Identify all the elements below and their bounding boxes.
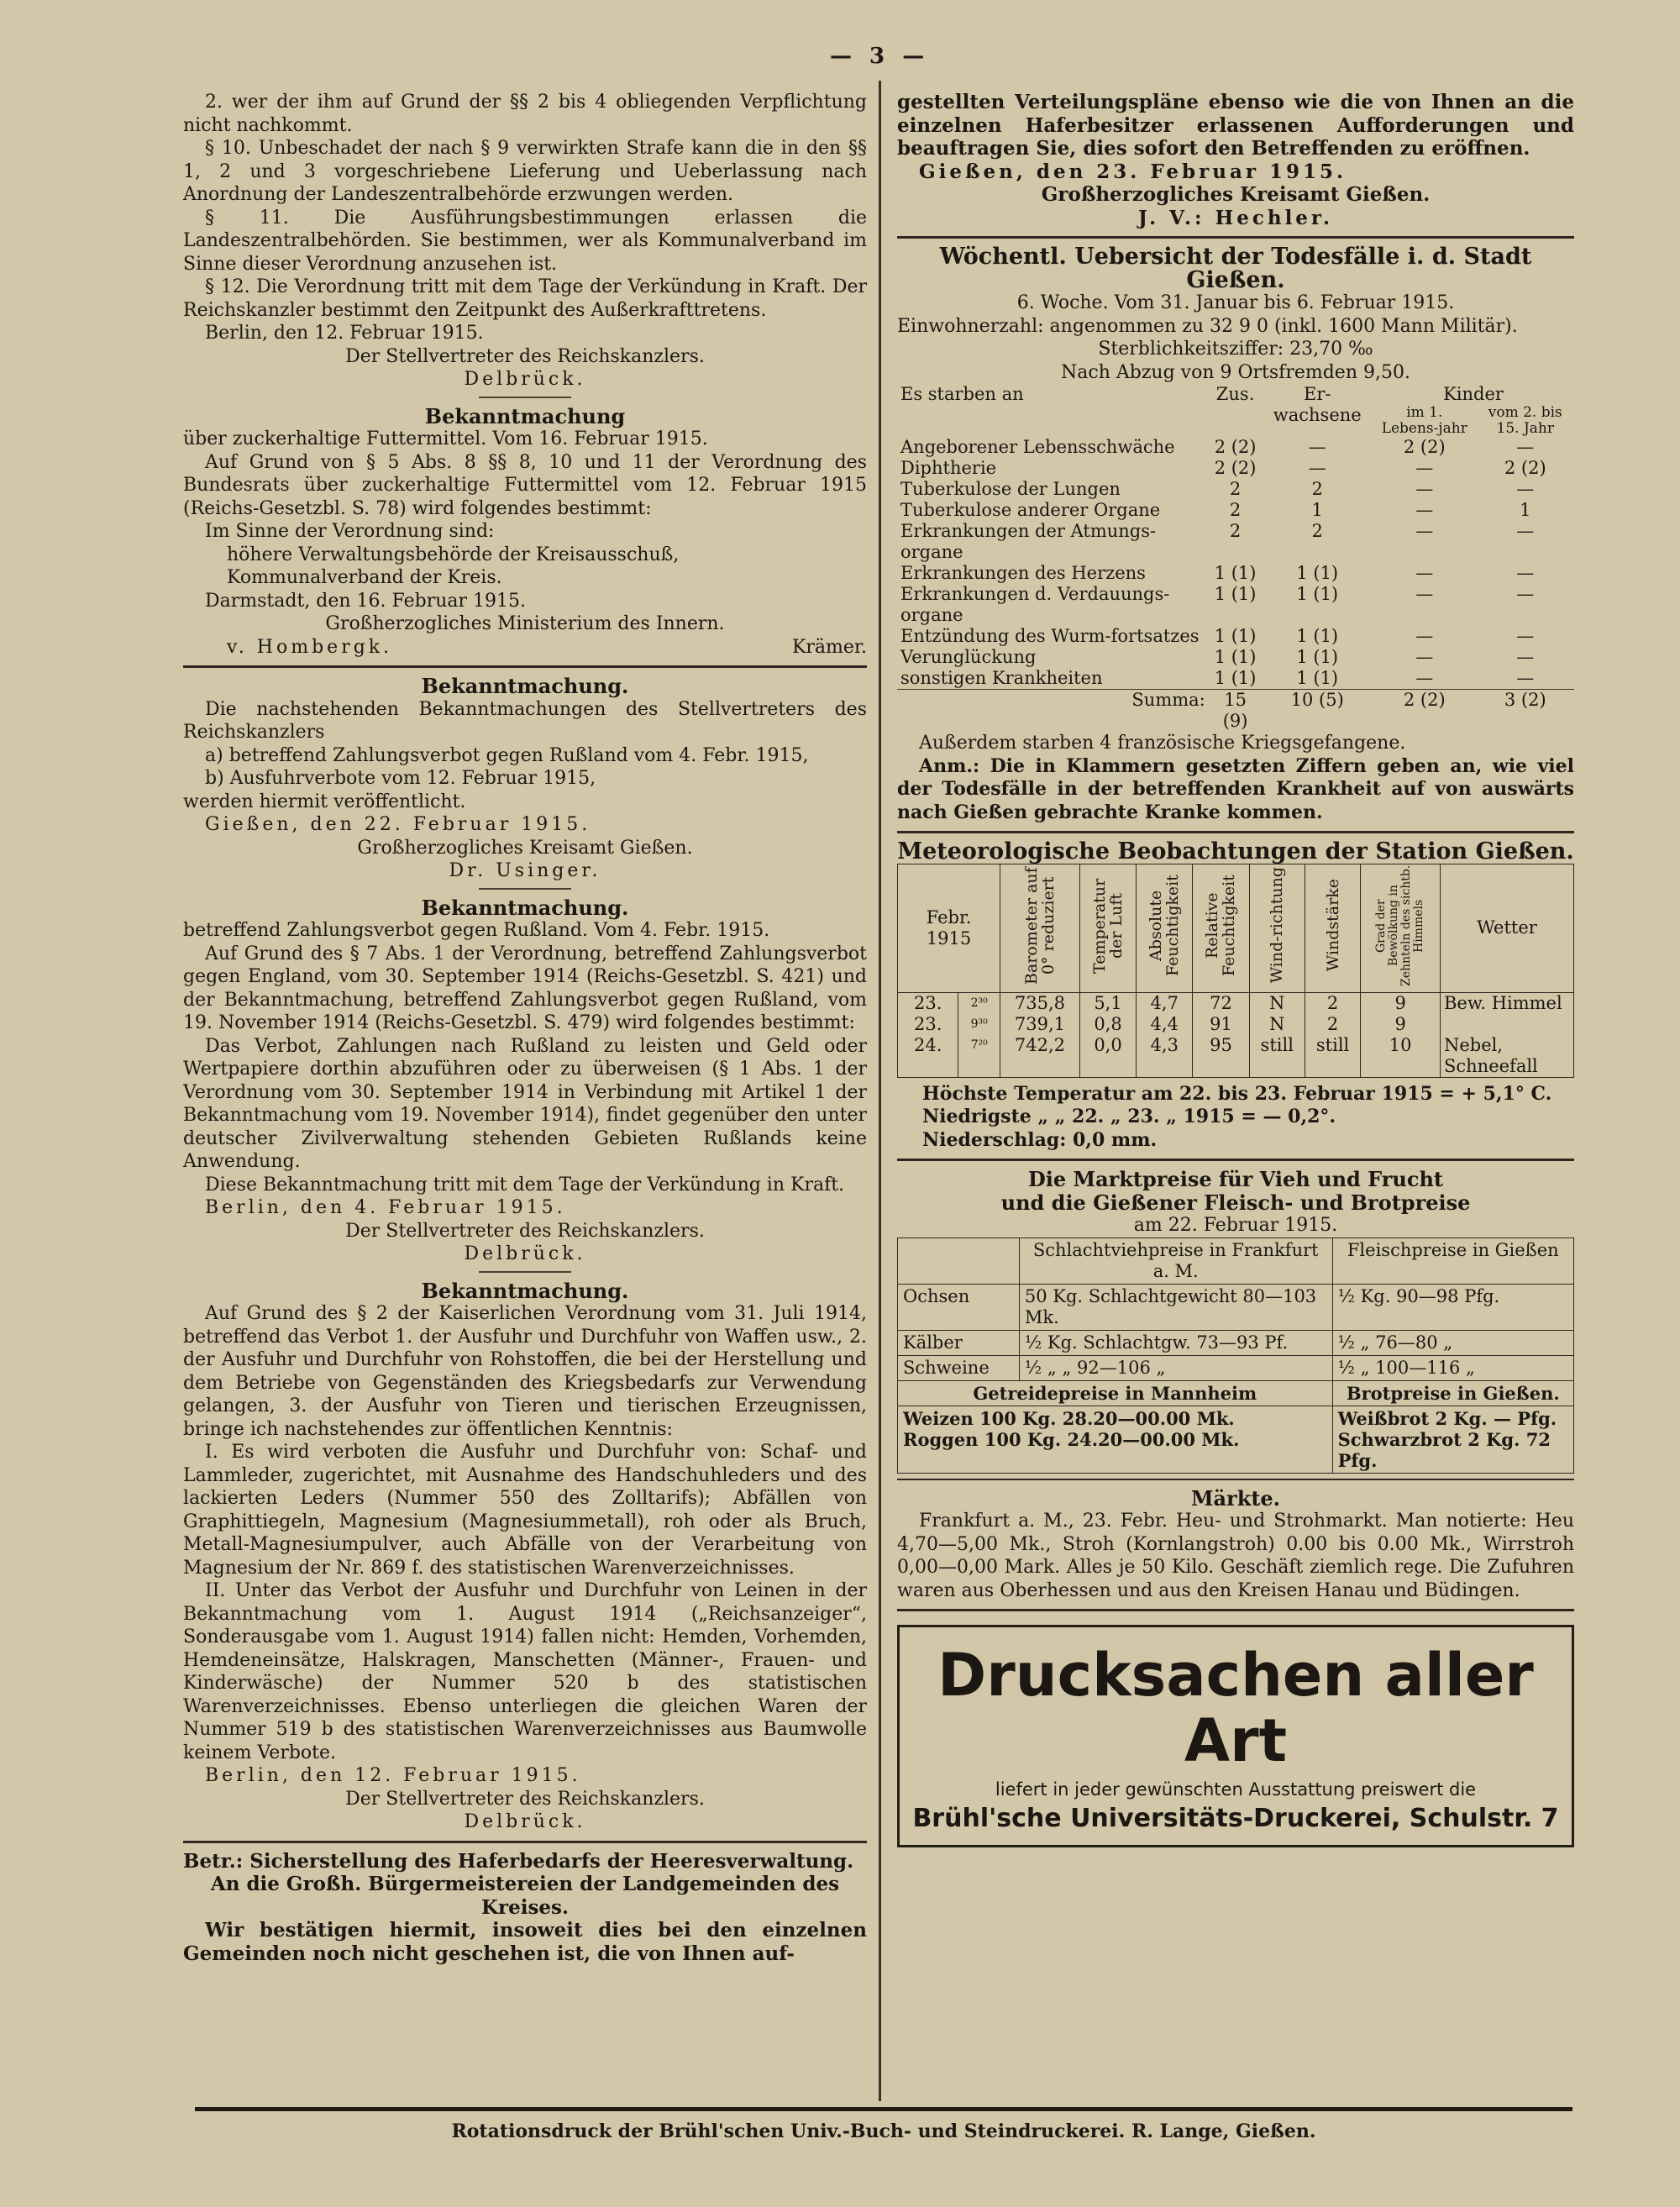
table-cell: 50 Kg. Schlachtgewicht 80—103 Mk.	[1019, 1284, 1332, 1330]
table-cell: —	[1415, 626, 1434, 646]
notice-line: b) Ausfuhrverbote vom 12. Februar 1915,	[205, 768, 596, 789]
notice-text: Das Verbot, Zahlungen nach Rußland zu leisten und Geld oder Wertpapiere dorthin abzuführen oder zu überweisen (§ 1 Abs. 1 der Verordnung vom 30. September 1914 in Verbindung mit Artikel 1 der Bekanntmachung vom 19. November 1914), findet gegenüber den unter deutscher Zivilverwaltung stehenden Gebieten Rußlands keine Anwendung.	[183, 1035, 867, 1172]
weather-row	[898, 1035, 1574, 1078]
table-cell: ½ „ „ 92—106 „	[1019, 1355, 1332, 1380]
place-date: Berlin, den 12. Februar 1915.	[205, 323, 484, 344]
notice-text: Auf Grund des § 2 der Kaiserlichen Verordnung vom 31. Juli 1914, betreffend das Verbot 1. der Ausfuhr und Durchfuhr von Waffen usw., 2. der Ausfuhr und Durchfuhr von Rohstoffen, die bei der Herstellung und dem Betriebe von Gegenständen des Kriegsbedarfs zur Verwendung gelangen, 3. der Ausfuhr von Tieren und tierischen Erzeugnissen, bringe ich nachstehendes zur öffentlichen Kenntnis:	[183, 1303, 867, 1440]
table-cell: 23.	[898, 1014, 958, 1035]
death-row	[897, 626, 1574, 647]
ad-headline: Drucksachen aller Art	[937, 1641, 1534, 1775]
table-cell: 739,1	[1000, 1014, 1080, 1035]
death-row	[897, 458, 1574, 479]
table-cell: —	[1516, 563, 1535, 583]
weather-note: Niederschlag: 0,0 mm.	[922, 1128, 1158, 1151]
table-cell: 91	[1193, 1014, 1249, 1035]
ad-company: Brühl'sche Universitäts-Druckerei, Schulstr. 7	[912, 1803, 1559, 1833]
market-row	[898, 1284, 1574, 1330]
market-col-header: Schlachtviehpreise in Frankfurt a. M.	[1019, 1237, 1332, 1284]
weather-note: Niedrigste „ „ 22. „ 23. „ 1915 = — 0,2°.	[922, 1106, 1336, 1127]
section-rule	[897, 1609, 1574, 1611]
table-cell: 1 (1)	[1296, 563, 1339, 583]
weather-col-header: Febr. 1915	[898, 864, 1000, 992]
death-row	[897, 563, 1574, 584]
weather-col-header: Grad der Bewölkung in Zehnteln des sichtb. Himmels	[1374, 864, 1426, 986]
table-cell: 1 (1)	[1296, 584, 1339, 604]
table-cell: 1 (1)	[1214, 563, 1257, 583]
para-10: § 10. Unbeschadet der nach § 9 verwirkten Strafe kann die in den §§ 1, 2 und 3 vorgeschriebene Lieferung und Ueberlassung nach Anordnung der Landeszentralbehörde erzwungen werden.	[183, 138, 867, 205]
table-cell: Entzündung des Wurm-fortsatzes	[900, 626, 1200, 646]
market-col-header: Fleischpreise in Gießen	[1332, 1237, 1573, 1284]
death-row	[897, 500, 1574, 521]
place-date: Gießen, den 22. Februar 1915.	[205, 814, 591, 835]
notice-text: Diese Bekanntmachung tritt mit dem Tage der Verkündung in Kraft.	[205, 1174, 845, 1195]
death-note: Außerdem starben 4 französische Kriegsgefangene.	[919, 733, 1406, 754]
death-col-header: Es starben an	[900, 384, 1024, 404]
table-cell: —	[1516, 668, 1535, 688]
table-cell: 1 (1)	[1214, 647, 1257, 667]
table-cell: 2 (2)	[1214, 458, 1257, 478]
signature-row	[183, 636, 867, 659]
table-cell: still	[1249, 1035, 1305, 1078]
table-cell: 2	[1229, 500, 1242, 520]
signature-name: Dr. Usinger.	[449, 860, 601, 881]
death-row	[897, 647, 1574, 668]
table-cell: ½ Kg. Schlachtgw. 73—93 Pf.	[1019, 1330, 1332, 1355]
table-cell: 2	[1305, 992, 1360, 1014]
notice-line: Kommunalverband der Kreis.	[227, 567, 502, 588]
bread-price: Schwarzbrot 2 Kg. 72 Pfg.	[1337, 1428, 1551, 1471]
table-cell: Erkrankungen der Atmungs-organe	[900, 521, 1157, 562]
table-cell: 4,3	[1137, 1035, 1193, 1078]
market-col-header: Brotpreise in Gießen.	[1332, 1380, 1573, 1406]
table-cell: —	[1516, 584, 1535, 604]
table-cell: 2 (2)	[1214, 437, 1257, 457]
weather-title: Meteorologische Beobachtungen der Station Gießen.	[897, 838, 1574, 864]
table-cell: 9³⁰	[958, 1014, 1000, 1035]
market-col-header: Getreidepreise in Mannheim	[898, 1380, 1333, 1406]
left-column	[183, 91, 867, 1965]
market-row	[898, 1355, 1574, 1380]
table-cell: 2 (2)	[1373, 690, 1476, 733]
table-cell: 1 (1)	[1296, 647, 1339, 667]
page-number: — 3 —	[830, 44, 930, 69]
addressee: An die Großh. Bürgermeistereien der Landgemeinden des Kreises.	[210, 1873, 840, 1919]
table-cell	[1332, 1406, 1573, 1473]
table-cell: 4,7	[1137, 992, 1193, 1014]
death-note: Anm.: Die in Klammern gesetzten Ziffern geben an, wie viel der Todesfälle in der betreffenden Krankheit auf von auswärts nach Gießen gebrachte Kranke kommen.	[897, 754, 1574, 823]
table-cell: 1 (1)	[1296, 668, 1339, 688]
table-cell: Nebel, Schneefall	[1441, 1035, 1574, 1078]
table-cell: 742,2	[1000, 1035, 1080, 1078]
death-line: Sterblichkeitsziffer: 23,70 ‰	[1098, 339, 1373, 360]
place-date: Berlin, den 4. Februar 1915.	[205, 1197, 566, 1218]
table-cell: 2³⁰	[958, 992, 1000, 1014]
market-table	[897, 1237, 1574, 1474]
table-cell: 4,4	[1137, 1014, 1193, 1035]
short-rule	[479, 1271, 571, 1273]
table-cell: 3 (2)	[1477, 690, 1574, 733]
section-rule	[897, 236, 1574, 239]
notice-text: II. Unter das Verbot der Ausfuhr und Durchfuhr von Leinen in der Bekanntmachung vom 1. August 1914 („Reichsanzeiger“, Sonderausgabe vom 1. August 1914) fallen nicht: Hemden, Vorhemden, Hemdeneinsätze, Halskragen, Manschetten (Männer-, Frauen- und Kinderwäsche) der Nummer 520 b des statistischen Warenverzeichnisses. Ebenso unterliegen die gleichen Waren der Nummer 519 b des statistischen Warenverzeichnisses aus Baumwolle keinem Verbote.	[183, 1580, 867, 1763]
weather-col-header: Wetter	[1441, 864, 1574, 992]
table-cell: 1 (1)	[1214, 584, 1257, 604]
table-cell	[898, 1237, 1020, 1284]
notice-text: Auf Grund des § 7 Abs. 1 der Verordnung, betreffend Zahlungsverbot gegen England, vom 30. September 1914 (Reichs-Gesetzbl. S. 421) und der Bekanntmachung, betreffend Zahlungsverbot gegen Rußland, vom 19. November 1914 (Reichs-Gesetzbl. S. 479) wird folgendes bestimmt:	[183, 943, 867, 1033]
table-cell: 2 (2)	[1504, 458, 1546, 478]
table-cell: 2	[1311, 479, 1323, 499]
signature-name: J. V.: Hechler.	[1138, 206, 1333, 229]
market-row	[898, 1330, 1574, 1355]
table-cell: 2	[1305, 1014, 1360, 1035]
continued-text: gestellten Verteilungspläne ebenso wie die von Ihnen an die einzelnen Haferbesitzer erlassenen Aufforderungen und beauftragen Sie, dies sofort den Betreffenden zu eröffnen.	[897, 91, 1574, 160]
maerkte-title: Märkte.	[1190, 1485, 1281, 1511]
table-cell: N	[1249, 992, 1305, 1014]
table-cell: —	[1415, 458, 1434, 478]
weather-table	[897, 864, 1574, 1078]
market-title: Die Marktpreise für Vieh und Frucht	[1027, 1167, 1444, 1191]
section-rule	[897, 1479, 1574, 1480]
grain-price: Roggen 100 Kg. 24.20—00.00 Mk.	[903, 1428, 1240, 1450]
signature-title: Der Stellvertreter des Reichskanzlers.	[345, 345, 705, 367]
para-12: § 12. Die Verordnung tritt mit dem Tage der Verkündung in Kraft. Der Reichskanzler bestimmt den Zeitpunkt des Außerkrafttretens.	[183, 276, 867, 321]
table-cell: —	[1516, 521, 1535, 541]
death-table-title: Wöchentl. Uebersicht der Todesfälle i. d. Stadt Gießen.	[939, 244, 1532, 293]
signature-name: Delbrück.	[464, 1811, 586, 1832]
grain-price: Weizen 100 Kg. 28.20—00.00 Mk.	[903, 1407, 1235, 1429]
table-cell	[1441, 1014, 1574, 1035]
table-cell: 7²⁰	[958, 1035, 1000, 1078]
table-cell	[898, 1406, 1333, 1473]
notice-line: a) betreffend Zahlungsverbot gegen Rußland vom 4. Febr. 1915,	[205, 744, 809, 766]
short-rule	[479, 397, 571, 398]
table-cell: 1 (1)	[1296, 626, 1339, 646]
death-row	[897, 668, 1574, 690]
notice-title: Bekanntmachung.	[421, 895, 629, 920]
table-cell: —	[1308, 437, 1326, 457]
notice-line: werden hiermit veröffentlicht.	[183, 791, 466, 812]
signature-name: Krämer.	[791, 636, 867, 658]
table-cell: Bew. Himmel	[1441, 992, 1574, 1014]
table-cell: —	[1516, 437, 1535, 457]
table-cell: 1	[1311, 500, 1323, 520]
ad-subline: liefert in jeder gewünschten Ausstattung preiswert die	[995, 1779, 1477, 1800]
table-cell: —	[1308, 458, 1326, 478]
maerkte-text: Frankfurt a. M., 23. Febr. Heu- und Strohmarkt. Man notierte: Heu 4,70—5,00 Mk., Stroh (Kornlangstroh) 0.00 bis 0.00 Mk., Wirrstroh 0,00—0,00 Mark. Alles je 50 Kilo. Geschäft ziemlich rege. Die Zufuhren waren aus Oberhessen und aus den Kreisen Hanau und Büdingen.	[897, 1511, 1574, 1601]
death-row	[897, 479, 1574, 500]
place-date: Berlin, den 12. Februar 1915.	[205, 1765, 581, 1786]
table-cell: 9	[1361, 1014, 1441, 1035]
notice-text: Wir bestätigen hiermit, insoweit dies bei den einzelnen Gemeinden noch nicht geschehen ist, die von Ihnen auf-	[183, 1919, 867, 1965]
table-cell: —	[1415, 584, 1434, 604]
table-cell: sonstigen Krankheiten	[900, 668, 1103, 688]
death-line: Nach Abzug von 9 Ortsfremden 9,50.	[1061, 361, 1410, 383]
death-sum-row	[897, 690, 1574, 733]
table-cell: —	[1415, 479, 1434, 499]
table-cell: —	[1415, 500, 1434, 520]
table-cell: 2 (2)	[1403, 437, 1446, 457]
table-cell: 23.	[898, 992, 958, 1014]
table-cell: Tuberkulose der Lungen	[900, 479, 1121, 499]
table-cell: —	[1516, 626, 1535, 646]
market-title: und die Gießener Fleisch- und Brotpreise	[1000, 1190, 1471, 1215]
table-cell: ½ Kg. 90—98 Pfg.	[1332, 1284, 1573, 1330]
column-divider	[879, 81, 881, 2101]
para-1: 2. wer der ihm auf Grund der §§ 2 bis 4 obliegenden Verpflichtung nicht nachkommt.	[183, 92, 867, 136]
table-cell: —	[1415, 647, 1434, 667]
death-row	[897, 437, 1574, 458]
table-cell: 1 (1)	[1214, 668, 1257, 688]
table-cell: —	[1415, 668, 1434, 688]
death-table	[897, 384, 1574, 732]
weather-row	[898, 1014, 1574, 1035]
table-cell: 15 (9)	[1209, 690, 1263, 733]
signature-title: Der Stellvertreter des Reichskanzlers.	[345, 1788, 705, 1810]
signature-title: Großherzogliches Kreisamt Gießen.	[357, 837, 693, 859]
notice-subtitle: über zuckerhaltige Futtermittel. Vom 16. Februar 1915.	[183, 428, 708, 449]
advertisement	[897, 1625, 1574, 1847]
table-cell: 10 (5)	[1262, 690, 1373, 733]
death-col-header: Zus.	[1215, 384, 1255, 404]
weather-col-header: Temperatur der Luft	[1090, 877, 1126, 974]
table-cell: —	[1516, 647, 1535, 667]
signature-title: Großherzogliches Ministerium des Innern.	[325, 613, 725, 634]
table-cell: Ochsen	[898, 1284, 1020, 1330]
signature-name: v. Hombergk.	[227, 636, 393, 658]
table-cell: Erkrankungen des Herzens	[900, 563, 1146, 583]
table-cell: 10	[1361, 1035, 1441, 1078]
notice-text: Auf Grund von § 5 Abs. 8 §§ 8, 10 und 11 der Verordnung des Bundesrats über zuckerhaltige Futtermittel vom 12. Februar 1915 (Reichs-Gesetzbl. S. 78) wird folgendes bestimmt:	[183, 451, 867, 519]
notice-text: I. Es wird verboten die Ausfuhr und Durchfuhr von: Schaf- und Lammleder, zugerichtet, mit Ausnahme des Handschuhleders und des lackierten Leders (Nummer 550 des Zolltarifs); Abfällen von Graphittiegeln, Magnesium (Magnesiummetall), roh oder als Bruch, Metall-Magnesiumpulver, auch Abfälle von der Verarbeitung von Magnesium der Nr. 869 f. des statistischen Warenverzeichnisses.	[183, 1442, 867, 1579]
right-column	[897, 91, 1574, 1847]
death-col-header: im 1. Lebens-jahr	[1381, 404, 1467, 437]
table-cell: 72	[1193, 992, 1249, 1014]
table-cell: —	[1516, 479, 1535, 499]
table-cell: Summa:	[897, 690, 1209, 733]
notice-line: höhere Verwaltungsbehörde der Kreisausschuß,	[227, 544, 680, 565]
table-cell: —	[1415, 563, 1434, 583]
place-date: Darmstadt, den 16. Februar 1915.	[205, 590, 526, 612]
para-11: § 11. Die Ausführungsbestimmungen erlassen die Landeszentralbehörden. Sie bestimmen, wer als Kommunalverband im Sinne dieser Verordnung anzusehen ist.	[183, 207, 867, 275]
death-line: 6. Woche. Vom 31. Januar bis 6. Februar 1915.	[1016, 292, 1455, 313]
table-cell: 1	[1520, 500, 1531, 520]
table-cell: —	[1415, 521, 1434, 541]
table-cell: 735,8	[1000, 992, 1080, 1014]
betreff-line: Betr.: Sicherstellung des Haferbedarfs der Heeresverwaltung.	[183, 1849, 854, 1873]
death-col-header: Er-wachsene	[1273, 384, 1362, 425]
table-cell: Verunglückung	[900, 647, 1037, 667]
table-cell: 2	[1229, 521, 1242, 541]
weather-col-header: Relative Feuchtigkeit	[1203, 875, 1239, 976]
death-line: Einwohnerzahl: angenommen zu 32 9 0 (inkl. 1600 Mann Militär).	[897, 315, 1518, 337]
place-date: Gießen, den 23. Februar 1915.	[919, 160, 1347, 183]
table-cell: Tuberkulose anderer Organe	[900, 500, 1161, 520]
short-rule	[479, 888, 571, 890]
death-col-header: Kinder	[1443, 384, 1504, 404]
bottom-rule	[195, 2107, 1572, 2111]
table-cell: Diphtherie	[900, 458, 997, 478]
table-cell: 9	[1361, 992, 1441, 1014]
weather-col-header: Barometer auf 0° reduziert	[1021, 866, 1058, 985]
table-cell: 5,1	[1079, 992, 1136, 1014]
table-cell: ½ „ 76—80 „	[1332, 1330, 1573, 1355]
signature-title: Der Stellvertreter des Reichskanzlers.	[345, 1220, 705, 1242]
table-cell: N	[1249, 1014, 1305, 1035]
notice-line: Im Sinne der Verordnung sind:	[205, 521, 495, 542]
table-cell: Kälber	[898, 1330, 1020, 1355]
signature-title: Großherzogliches Kreisamt Gießen.	[1041, 183, 1431, 206]
table-cell: Erkrankungen d. Verdauungs-organe	[900, 584, 1170, 625]
notice-title: Bekanntmachung	[424, 403, 626, 428]
bread-price: Weißbrot 2 Kg. — Pfg.	[1337, 1407, 1557, 1429]
weather-note: Höchste Temperatur am 22. bis 23. Februar 1915 = + 5,1° C.	[922, 1082, 1552, 1105]
death-row	[897, 521, 1574, 563]
notice-title: Bekanntmachung.	[421, 674, 629, 698]
section-rule	[183, 1841, 867, 1843]
table-cell: 2	[1311, 521, 1323, 541]
table-cell: 2	[1229, 479, 1242, 499]
section-rule	[897, 1159, 1574, 1161]
death-col-header: vom 2. bis 15. Jahr	[1488, 404, 1562, 437]
table-cell: 0,8	[1079, 1014, 1136, 1035]
signature-name: Delbrück.	[464, 1243, 586, 1264]
weather-col-header: Wind-richtung	[1268, 867, 1287, 984]
death-row	[897, 584, 1574, 626]
table-cell: still	[1305, 1035, 1360, 1078]
notice-text: Die nachstehenden Bekanntmachungen des Stellvertreters des Reichskanzlers	[183, 698, 867, 743]
notice-title: Bekanntmachung.	[421, 1278, 629, 1303]
weather-col-header: Windstärke	[1323, 879, 1342, 972]
section-rule	[183, 665, 867, 668]
table-cell: ½ „ 100—116 „	[1332, 1355, 1573, 1380]
weather-row	[898, 992, 1574, 1014]
printer-imprint: Rotationsdruck der Brühl'schen Univ.-Buch- und Steindruckerei. R. Lange, Gießen.	[451, 2120, 1316, 2142]
weather-col-header: Absolute Feuchtigkeit	[1147, 875, 1183, 976]
table-cell: 95	[1193, 1035, 1249, 1078]
table-cell: 24.	[898, 1035, 958, 1078]
table-cell: Angeborener Lebensschwäche	[900, 437, 1175, 457]
signature-name: Delbrück.	[464, 369, 586, 390]
notice-subtitle: betreffend Zahlungsverbot gegen Rußland. Vom 4. Febr. 1915.	[183, 920, 770, 941]
table-cell: 0,0	[1079, 1035, 1136, 1078]
table-cell: 1 (1)	[1214, 626, 1257, 646]
section-rule	[897, 831, 1574, 833]
table-cell: Schweine	[898, 1355, 1020, 1380]
market-date: am 22. Februar 1915.	[1133, 1215, 1338, 1236]
